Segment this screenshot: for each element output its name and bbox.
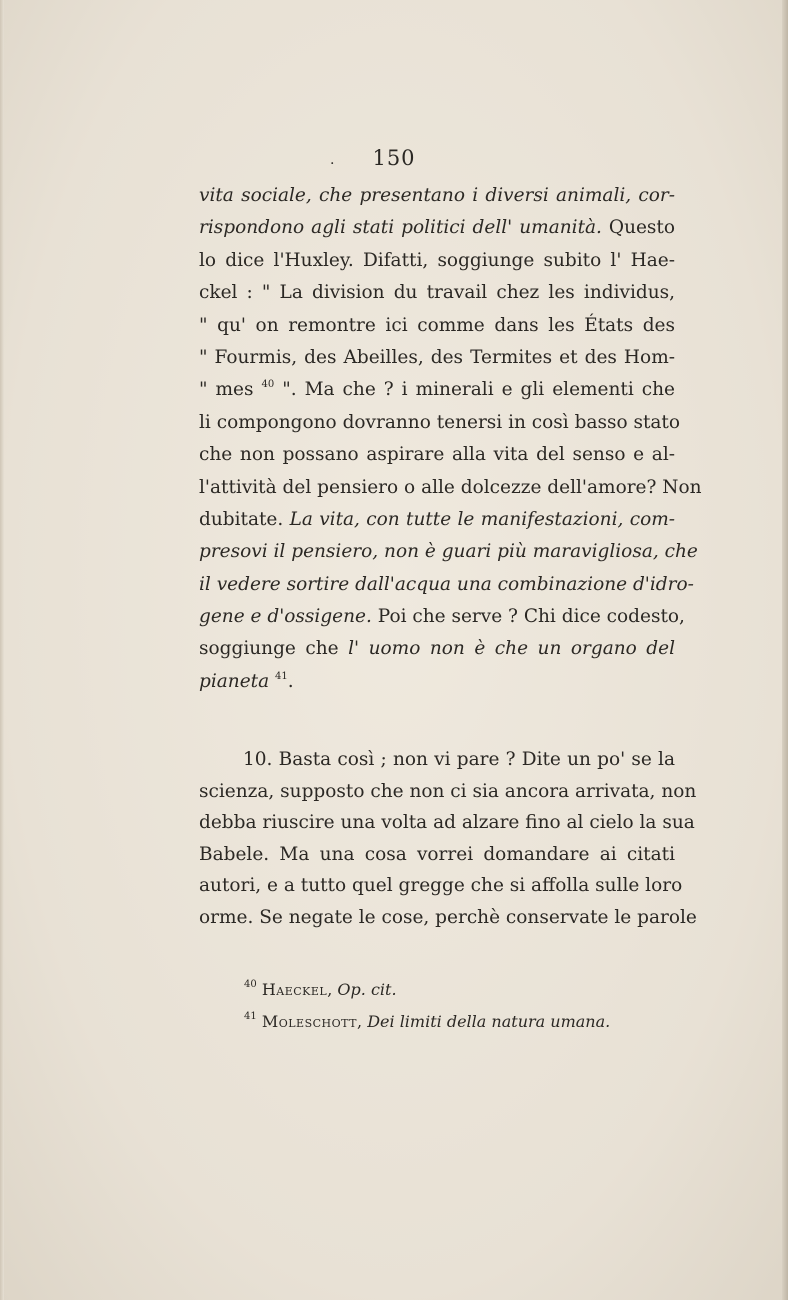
text-line: 10. Basta così ; non vi pare ? Dite un po' se la	[243, 749, 675, 771]
text-line: che non possano aspirare alla vita del senso e al-	[199, 444, 675, 466]
page-number: 150	[372, 146, 416, 170]
page-mark: .	[330, 152, 335, 168]
footnote: $^{40}$ Haeckel, Op. cit.	[244, 979, 397, 999]
text-line: " Fourmis, des Abeilles, des Termites et des Hom-	[199, 346, 675, 368]
text-line: il vedere sortire dall'acqua una combinazione d'idro-	[199, 573, 694, 595]
footnotes	[244, 974, 684, 1038]
text-line: lo dice l'Huxley. Difatti, soggiunge subito l' Hae-	[199, 249, 675, 271]
text-line: rispondono agli stati politici dell' umanità. Questo	[199, 217, 675, 239]
text-line: debba riuscire una volta ad alzare fino al cielo la sua	[199, 812, 695, 834]
text-line: soggiunge che l' uomo non è che un organo del	[199, 638, 676, 660]
text-line: presovi il pensiero, non è guari più maravigliosa, che	[199, 541, 698, 563]
text-line: vita sociale, che presentano i diversi animali, cor-	[199, 185, 675, 206]
text-line: Babele. Ma una cosa vorrei domandare ai citati	[199, 843, 675, 865]
text-line: l'attività del pensiero o alle dolcezze dell'amore? Non	[199, 476, 702, 498]
footnote-ref: 41	[275, 670, 288, 682]
body-text	[199, 180, 702, 933]
text-line: scienza, supposto che non ci sia ancora arrivata, non	[199, 780, 697, 802]
text-line: orme. Se negate le cose, perchè conservate le parole	[199, 906, 697, 928]
footnote: $^{41}$ Moleschott, Dei limiti della natura umana.	[244, 1011, 611, 1031]
text-line: autori, e a tutto quel gregge che si affolla sulle loro	[199, 875, 683, 897]
text-line: li compongono dovranno tenersi in così basso stato	[199, 411, 681, 433]
text-line: gene e d'ossigene. Poi che serve ? Chi dice codesto,	[199, 606, 685, 628]
text-line: " qu' on remontre ici comme dans les États des	[199, 314, 675, 336]
paragraph-10	[199, 744, 697, 933]
page-edge-right	[782, 0, 788, 1300]
text-line: ckel : " La division du travail chez les individus,	[199, 282, 675, 304]
text-line: " mes $^{40}$ ". Ma che ? i minerali e gli elementi che	[199, 379, 675, 401]
page-edge-left	[0, 0, 4, 1300]
text-line: pianeta $^{41}$.	[199, 670, 294, 692]
text-line: dubitate. La vita, con tutte le manifestazioni, com-	[199, 508, 676, 530]
footnote-ref: 40	[261, 379, 275, 391]
